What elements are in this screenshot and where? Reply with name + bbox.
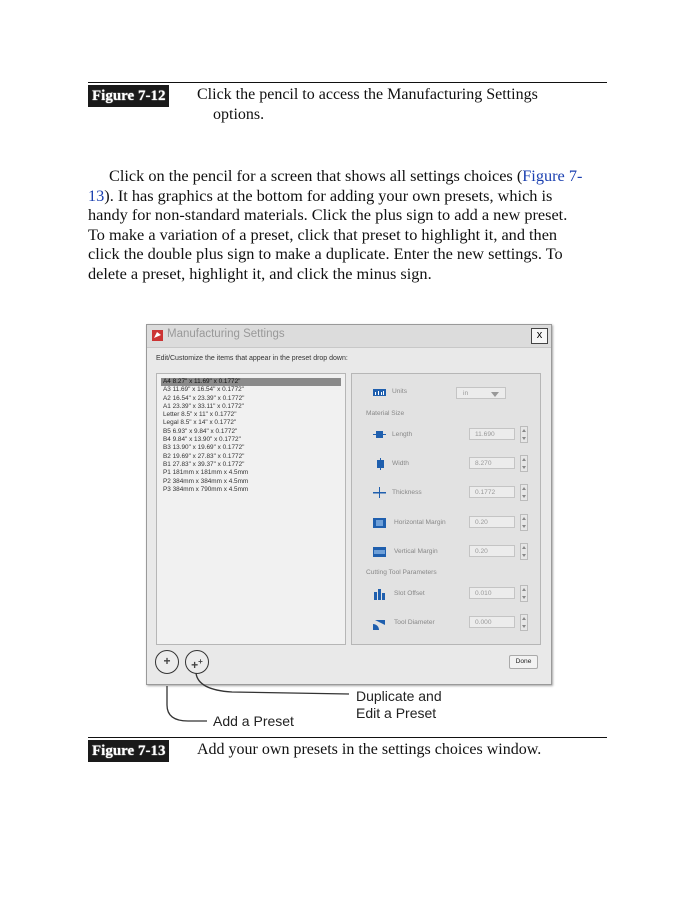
duplicate-callout-line — [196, 673, 349, 694]
para-line: To make a variation of a preset, click that preset to highlight it, and then — [88, 224, 558, 244]
para-line: handy for non-standard materials. Click the plus sign to add a new preset. — [88, 205, 568, 225]
width-label: Width — [392, 460, 409, 467]
add-callout-line — [167, 686, 207, 721]
vertical-margin-label: Vertical Margin — [394, 548, 438, 555]
material-size-heading: Material Size — [366, 410, 405, 417]
duplicate-superscript: + — [198, 657, 203, 666]
done-button[interactable]: Done — [509, 655, 538, 669]
preset-list-item[interactable]: P1 181mm x 181mm x 4.5mm — [163, 469, 249, 477]
preset-list-item[interactable]: A2 16.54" x 23.39" x 0.1772" — [163, 394, 245, 402]
para-text: ). It has graphics at the bottom for adding your own presets, which is — [104, 185, 553, 205]
figure-link[interactable]: Figure 7- — [522, 166, 583, 185]
preset-list-item[interactable]: Legal 8.5" x 14" x 0.1772" — [163, 419, 237, 427]
tool-diameter-input[interactable]: 0.000 — [469, 616, 515, 628]
para-line: delete a preset, highlight it, and click the minus sign. — [88, 263, 432, 283]
dialog-title: Manufacturing Settings — [167, 328, 285, 340]
preset-list-item[interactable]: B5 6.93" x 9.84" x 0.1772" — [163, 427, 238, 435]
para-text: Click on the pencil for a screen that shows all settings choices ( — [109, 166, 523, 185]
thickness-input[interactable]: 0.1772 — [469, 486, 515, 498]
slot-offset-label: Slot Offset — [394, 590, 425, 597]
duplicate-callout — [356, 688, 442, 722]
preset-list-item[interactable]: A1 23.39" x 33.11" x 0.1772" — [163, 402, 244, 410]
preset-list-item[interactable]: B3 13.90" x 19.69" x 0.1772" — [163, 444, 245, 452]
figure-caption-7-13: Add your own presets in the settings choices window. — [197, 741, 542, 758]
preset-list-item[interactable]: B1 27.83" x 39.37" x 0.1772" — [163, 460, 245, 468]
preset-list-item[interactable]: B4 9.84" x 13.90" x 0.1772" — [163, 436, 241, 444]
close-button[interactable]: x — [531, 328, 548, 344]
horizontal-margin-label: Horizontal Margin — [394, 519, 446, 526]
figure-label-7-13: Figure 7-13 — [88, 740, 169, 762]
figure-rule-bottom — [88, 737, 607, 738]
para-line: click the double plus sign to make a duplicate. Enter the new settings. To — [88, 244, 563, 264]
preset-list-item[interactable]: P2 384mm x 384mm x 4.5mm — [163, 477, 249, 485]
figure-label-7-12: Figure 7-12 — [88, 85, 169, 107]
units-value: in — [463, 390, 469, 397]
tool-diameter-label: Tool Diameter — [394, 619, 435, 626]
preset-list-item[interactable]: P3 384mm x 790mm x 4.5mm — [163, 485, 249, 493]
preset-list-item[interactable]: Letter 8.5" x 11" x 0.1772" — [163, 411, 237, 419]
add-preset-button[interactable]: + — [155, 650, 179, 674]
length-label: Length — [392, 431, 413, 438]
units-label: Units — [392, 388, 408, 395]
thickness-label: Thickness — [392, 489, 422, 496]
preset-list-item[interactable]: A4 8.27" x 11.69" x 0.1772" — [161, 378, 341, 386]
duplicate-callout-line2: Edit a Preset — [356, 705, 437, 721]
add-callout: Add a Preset — [213, 713, 294, 729]
horizontal-margin-input[interactable]: 0.20 — [469, 516, 515, 528]
caption-line-1: Click the pencil to access the Manufacturing Settings — [197, 86, 538, 103]
duplicate-symbol: + — [191, 658, 199, 672]
duplicate-callout-line1: Duplicate and — [356, 688, 442, 704]
preset-list-item[interactable]: B2 19.69" x 27.83" x 0.1772" — [163, 452, 245, 460]
preset-list-item[interactable]: A3 11.69" x 16.54" x 0.1772" — [163, 386, 244, 394]
slot-offset-input[interactable]: 0.010 — [469, 587, 515, 599]
length-input[interactable]: 11.690 — [469, 428, 515, 440]
caption-line-2: options. — [213, 106, 265, 123]
cutting-tool-heading: Cutting Tool Parameters — [366, 569, 437, 576]
width-input[interactable]: 8.270 — [469, 457, 515, 469]
instruction-text: Edit/Customize the items that appear in the preset drop down: — [156, 355, 348, 362]
vertical-margin-input[interactable]: 0.20 — [469, 545, 515, 557]
figure-link[interactable]: 13 — [88, 185, 105, 205]
